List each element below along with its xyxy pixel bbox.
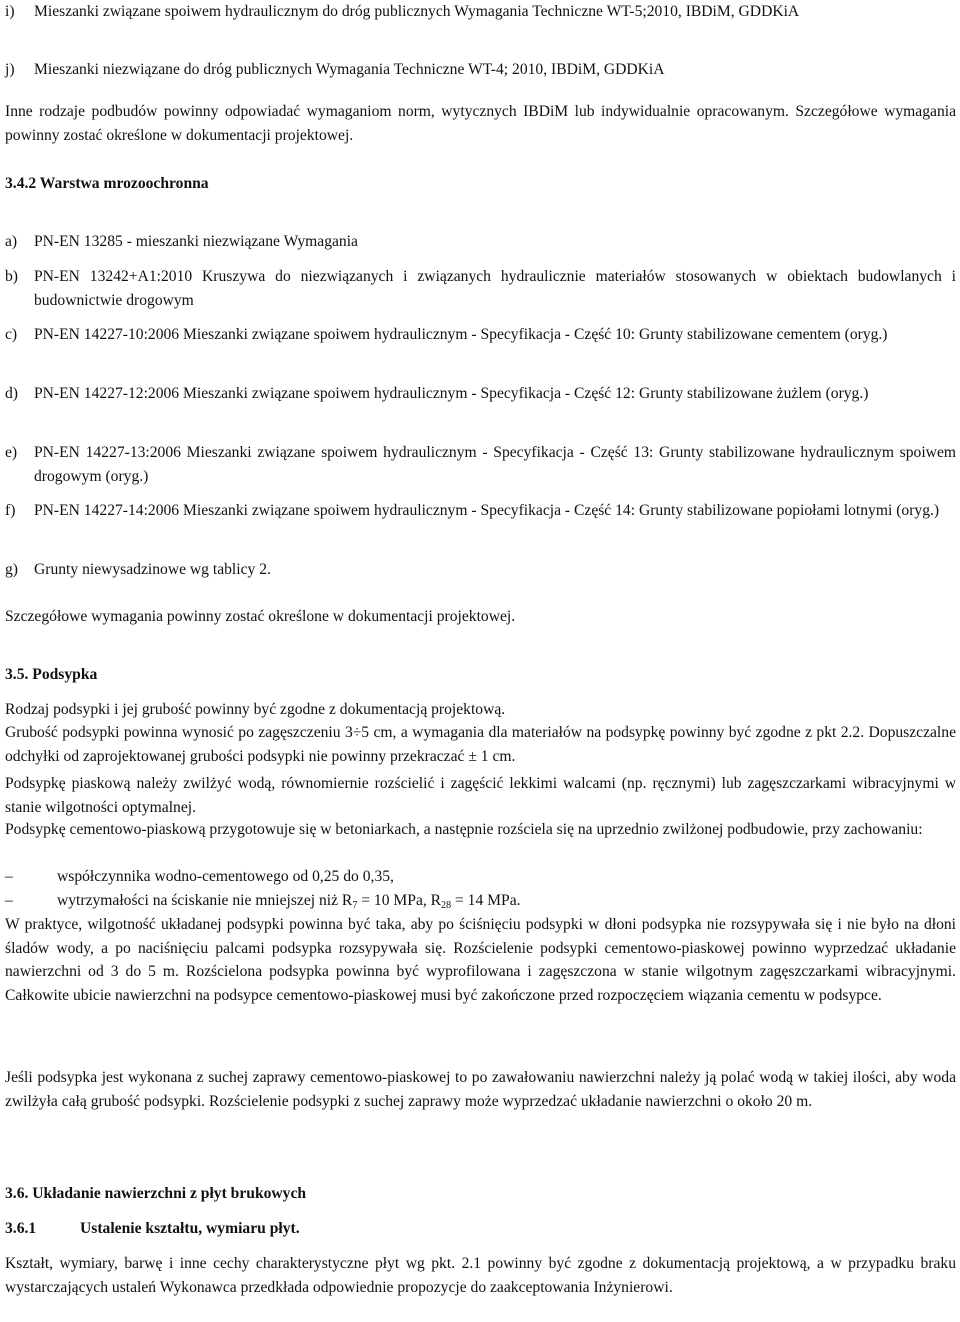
- list-label: g): [5, 561, 18, 578]
- section-heading-3-4-2: 3.4.2 Warstwa mrozoochronna: [5, 175, 209, 192]
- list-text: PN-EN 14227-12:2006 Mieszanki związane spoiwem hydraulicznym - Specyfikacja - Część 12: Grunty stabilizowane żużlem (oryg.): [34, 385, 869, 402]
- dash-marker: –: [5, 868, 13, 885]
- paragraph-bedding-thickness: Grubość podsypki powinna wynosić po zagęszczeniu 3÷5 cm, a wymagania dla materiałów na podsypkę powinny być zgodne z pkt 2.2. Dopuszczalne odchyłki od zaprojektowanej grubości podsypki nie powinny przekraczać ± 1 cm.: [5, 724, 956, 765]
- dash-marker: –: [5, 892, 13, 909]
- dash-list-item: [5, 865, 956, 889]
- list-text: PN-EN 14227-10:2006 Mieszanki związane spoiwem hydraulicznym - Specyfikacja - Część 10: Grunty stabilizowane cementem (oryg.): [34, 326, 888, 343]
- section-heading-3-6: 3.6. Układanie nawierzchni z płyt brukowych: [5, 1185, 307, 1202]
- list-label: c): [5, 326, 18, 343]
- list-item: [5, 441, 956, 488]
- subscript: 7: [352, 900, 358, 911]
- list-item: [5, 230, 956, 254]
- list-text: Mieszanki niezwiązane do dróg publicznych Wymagania Techniczne WT-4; 2010, IBDiM, GDDKiA: [34, 61, 665, 78]
- paragraph-sand-bedding: Podsypkę piaskową należy zwilżyć wodą, równomiernie rozścielić i zagęścić lekkimi walcami (np. ręcznymi) lub zagęszczarkami wibracyjnymi w stanie wilgotności optymalnej.: [5, 775, 956, 816]
- dash-list-item: [5, 889, 956, 913]
- list-item: [5, 0, 956, 24]
- list-label: f): [5, 502, 16, 519]
- heading-title: Ustalenie kształtu, wymiaru płyt.: [80, 1220, 300, 1237]
- list-label: j): [5, 61, 15, 78]
- list-item: [5, 499, 956, 523]
- list-text: PN-EN 14227-14:2006 Mieszanki związane spoiwem hydraulicznym - Specyfikacja - Część 14: Grunty stabilizowane popiołami lotnymi (oryg.): [34, 502, 940, 519]
- list-item: [5, 58, 956, 82]
- paragraph-cement-sand-bedding: Podsypkę cementowo-piaskową przygotowuje się w betoniarkach, a następnie rozściela się na uprzednio zwilżonej podbudowie, przy zachowaniu:: [5, 821, 923, 838]
- paragraph-slab-shape: Kształt, wymiary, barwę i inne cechy charakterystyczne płyt wg pkt. 2.1 powinny być zgodne z dokumentacją projektową, a w przypadku braku wystarczających ustaleń Wykonawca przedkłada odpowiednie propozycje do zaakceptowania Inżynierowi.: [5, 1255, 956, 1296]
- list-text: Mieszanki związane spoiwem hydraulicznym do dróg publicznych Wymagania Techniczne WT-5;2010, IBDiM, GDDKiA: [34, 3, 800, 20]
- list-text: PN-EN 13285 - mieszanki niezwiązane Wymagania: [34, 233, 358, 250]
- list-text: PN-EN 13242+A1:2010 Kruszywa do niezwiązanych i związanych hydraulicznie materiałów stosowanych w obiektach budowlanych i budownictwie drogowym: [34, 268, 956, 309]
- list-label: e): [5, 444, 18, 461]
- list-label: i): [5, 3, 15, 20]
- list-label: b): [5, 268, 18, 285]
- section-heading-3-5: 3.5. Podsypka: [5, 666, 98, 683]
- heading-number: 3.6.1: [5, 1220, 37, 1237]
- list-item: [5, 265, 956, 312]
- paragraph-dry-mortar: Jeśli podsypka jest wykonana z suchej zaprawy cementowo-piaskowej to po zawałowaniu nawierzchni należy ją polać wodą w takiej ilości, aby woda zwilżyła całą grubość podsypki. Rozścielenie podsypki z suchej zaprawy może wyprzedzać układanie nawierzchni o około 20 m.: [5, 1069, 956, 1110]
- section-heading-3-6-1: [5, 1217, 956, 1241]
- paragraph-detail-requirements: Szczegółowe wymagania powinny zostać określone w dokumentacji projektowej.: [5, 608, 516, 625]
- subscript: 28: [441, 900, 452, 911]
- list-text: PN-EN 14227-13:2006 Mieszanki związane spoiwem hydraulicznym - Specyfikacja - Część 13: Grunty stabilizowane hydraulicznym spoiwem drogowym (oryg.): [34, 444, 956, 485]
- paragraph-moisture-practice: W praktyce, wilgotność układanej podsypki powinna być taka, aby po ściśnięciu podsypki w dłoni podsypka nie rozsypywała się i nie było na dłoni śladów wody, a po naciśnięciu palcami podsypka rozsypywała się. Rozścielenie podsypki cementowo-piaskowej powinno wyprzedzać układanie nawierzchni od 3 do 5 m. Rozścielona podsypka powinna być wyprofilowana i zagęszczona w stanie wilgotnym zagęszczarkami wibracyjnymi. Całkowite ubicie nawierzchni na podsypce cementowo-piaskowej musi być zakończone przed rozpoczęciem wiązania cementu w podsypce.: [5, 916, 956, 1004]
- paragraph-type-of-bedding: Rodzaj podsypki i jej grubość powinny być zgodne z dokumentacją projektową.: [5, 701, 506, 718]
- paragraph-other-bases: Inne rodzaje podbudów powinny odpowiadać wymaganiom norm, wytycznych IBDiM lub indywidualnie opracowanym. Szczegółowe wymagania powinny zostać określone w dokumentacji projektowej.: [5, 103, 956, 144]
- list-label: d): [5, 385, 18, 402]
- list-item: [5, 323, 956, 347]
- dash-item-text: wytrzymałości na ściskanie nie mniejszej niż $R_7 = 10$ MPa, $R_{28} = 14$ MPa.: [57, 892, 521, 911]
- list-label: a): [5, 233, 18, 250]
- list-item: [5, 558, 956, 582]
- list-item: [5, 382, 956, 406]
- dash-item-text: współczynnika wodno-cementowego od 0,25 do 0,35,: [57, 868, 394, 885]
- list-text: Grunty niewysadzinowe wg tablicy 2.: [34, 561, 271, 578]
